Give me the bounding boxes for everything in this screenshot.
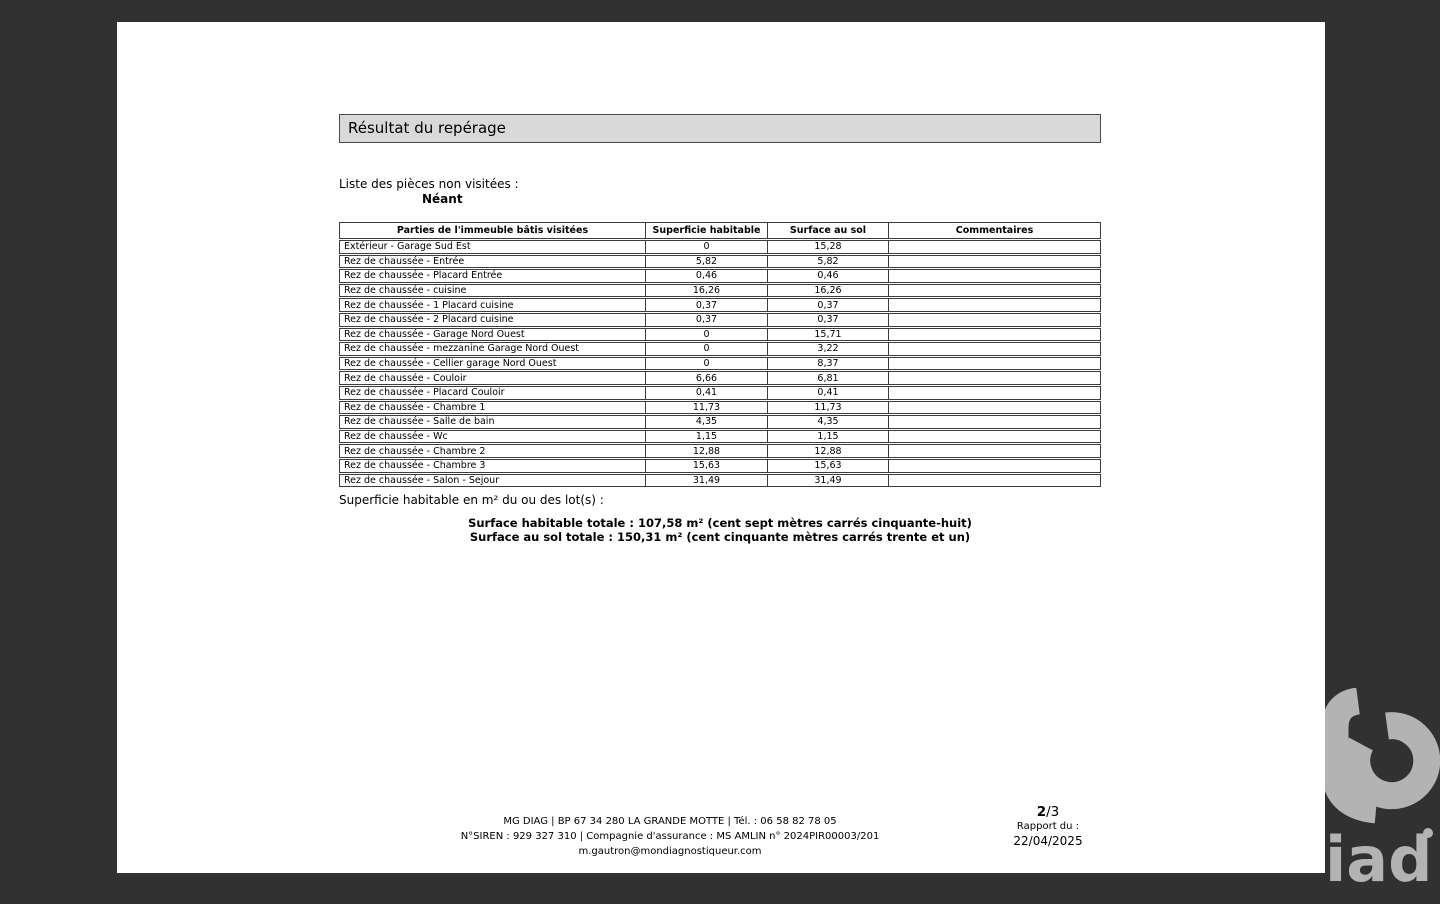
cell-part: Rez de chaussée - Salon - Sejour	[344, 474, 500, 486]
cell-comment	[888, 299, 1100, 311]
cell-habitable: 0	[645, 343, 767, 355]
table-row	[339, 401, 1101, 415]
table-row	[339, 459, 1101, 473]
cell-comment	[888, 460, 1100, 472]
col-header-sol: Surface au sol	[767, 223, 888, 238]
page-number-block	[1013, 804, 1082, 849]
cell-comment	[888, 314, 1100, 326]
cell-comment	[888, 387, 1100, 399]
cell-sol: 6,81	[767, 372, 888, 384]
cell-part: Extérieur - Garage Sud Est	[344, 241, 471, 253]
section-title: Résultat du repérage	[339, 114, 1101, 143]
cell-habitable: 0	[645, 329, 767, 341]
cell-part: Rez de chaussée - Couloir	[344, 372, 467, 384]
cell-part: Rez de chaussée - Chambre 2	[344, 445, 486, 457]
total-habitable: Surface habitable totale : 107,58 m² (cent sept mètres carrés cinquante-huit)	[468, 516, 972, 530]
superficie-note: Superficie habitable en m² du ou des lot(s) :	[339, 493, 604, 507]
footer-line-siren: N°SIREN : 929 327 310 | Compagnie d'assurance : MS AMLIN n° 2024PIR00003/201	[460, 831, 880, 842]
table-row	[339, 328, 1101, 342]
cell-sol: 8,37	[767, 358, 888, 370]
cell-habitable: 12,88	[645, 445, 767, 457]
table-row	[339, 430, 1101, 444]
col-header-parties: Parties de l'immeuble bâtis visitées	[396, 225, 589, 236]
cell-sol: 5,82	[767, 256, 888, 268]
cell-sol: 12,88	[767, 445, 888, 457]
cell-part: Rez de chaussée - Garage Nord Ouest	[344, 328, 525, 340]
cell-sol: 15,28	[767, 241, 888, 253]
cell-comment	[888, 241, 1100, 253]
cell-sol: 0,46	[767, 270, 888, 282]
iad-watermark-text: iad	[1325, 823, 1433, 896]
table-row	[339, 313, 1101, 327]
table-row	[339, 298, 1101, 312]
not-visited-label: Liste des pièces non visitées :	[339, 177, 519, 191]
cell-sol: 4,35	[767, 416, 888, 428]
cell-part: Rez de chaussée - Cellier garage Nord Ouest	[344, 358, 557, 370]
cell-sol: 16,26	[767, 285, 888, 297]
cell-part: Rez de chaussée - Placard Entrée	[344, 270, 503, 282]
cell-comment	[888, 402, 1100, 414]
footer-line-email: m.gautron@mondiagnostiqueur.com	[578, 846, 762, 857]
page-number-total: /3	[1046, 804, 1060, 820]
cell-part: Rez de chaussée - Chambre 3	[344, 460, 486, 472]
cell-sol: 0,41	[767, 387, 888, 399]
cell-part: Rez de chaussée - Chambre 1	[344, 401, 486, 413]
cell-sol: 31,49	[767, 475, 888, 487]
cell-part: Rez de chaussée - Entrée	[344, 255, 465, 267]
table-body	[339, 240, 1101, 487]
cell-sol: 15,71	[767, 329, 888, 341]
not-visited-value: Néant	[422, 192, 463, 206]
rooms-table	[339, 222, 1101, 488]
page-number	[1013, 804, 1082, 820]
cell-habitable: 0,41	[645, 387, 767, 399]
cell-habitable: 1,15	[645, 431, 767, 443]
cell-comment	[888, 372, 1100, 384]
cell-habitable: 31,49	[645, 475, 767, 487]
cell-sol: 0,37	[767, 299, 888, 311]
cell-habitable: 0,37	[645, 314, 767, 326]
cell-habitable: 11,73	[645, 402, 767, 414]
table-row	[339, 284, 1101, 298]
table-header-row	[339, 222, 1101, 239]
table-row	[339, 240, 1101, 254]
table-row	[339, 415, 1101, 429]
cell-part: Rez de chaussée - mezzanine Garage Nord Ouest	[344, 343, 580, 355]
cell-part: Rez de chaussée - 2 Placard cuisine	[344, 314, 514, 326]
table-row	[339, 474, 1101, 488]
total-sol: Surface au sol totale : 150,31 m² (cent cinquante mètres carrés trente et un)	[469, 530, 971, 544]
document-page	[117, 22, 1325, 873]
table-row	[339, 371, 1101, 385]
cell-part: Rez de chaussée - Placard Couloir	[344, 387, 505, 399]
cell-comment	[888, 431, 1100, 443]
cell-habitable: 15,63	[645, 460, 767, 472]
cell-habitable: 0	[645, 358, 767, 370]
footer-line-company: MG DIAG | BP 67 34 280 LA GRANDE MOTTE | Tél. : 06 58 82 78 05	[503, 816, 837, 827]
cell-sol: 15,63	[767, 460, 888, 472]
surface-totals	[339, 516, 1101, 544]
cell-comment	[888, 416, 1100, 428]
cell-comment	[888, 270, 1100, 282]
cell-sol: 0,37	[767, 314, 888, 326]
cell-habitable: 6,66	[645, 372, 767, 384]
table-row	[339, 357, 1101, 371]
table-row	[339, 444, 1101, 458]
cell-part: Rez de chaussée - Salle de bain	[344, 416, 495, 428]
cell-comment	[888, 445, 1100, 457]
cell-comment	[888, 329, 1100, 341]
cell-habitable: 16,26	[645, 285, 767, 297]
cell-comment	[888, 285, 1100, 297]
table-row	[339, 342, 1101, 356]
col-header-habitable: Superficie habitable	[645, 223, 767, 238]
cell-part: Rez de chaussée - Wc	[344, 431, 448, 443]
page-number-current: 2	[1036, 804, 1047, 820]
cell-sol: 3,22	[767, 343, 888, 355]
report-date-label: Rapport du :	[1016, 821, 1080, 832]
cell-habitable: 4,35	[645, 416, 767, 428]
cell-comment	[888, 475, 1100, 487]
cell-habitable: 0,46	[645, 270, 767, 282]
cell-sol: 11,73	[767, 402, 888, 414]
cell-habitable: 0,37	[645, 299, 767, 311]
report-date-value: 22/04/2025	[1013, 834, 1083, 848]
cell-habitable: 0	[645, 241, 767, 253]
col-header-comments: Commentaires	[888, 223, 1100, 238]
table-row	[339, 386, 1101, 400]
cell-comment	[888, 358, 1100, 370]
cell-habitable: 5,82	[645, 256, 767, 268]
table-row	[339, 255, 1101, 269]
cell-comment	[888, 343, 1100, 355]
cell-sol: 1,15	[767, 431, 888, 443]
table-row	[339, 269, 1101, 283]
cell-part: Rez de chaussée - 1 Placard cuisine	[344, 299, 514, 311]
footer-company-info	[461, 814, 880, 859]
cell-comment	[888, 256, 1100, 268]
cell-part: Rez de chaussée - cuisine	[344, 285, 467, 297]
